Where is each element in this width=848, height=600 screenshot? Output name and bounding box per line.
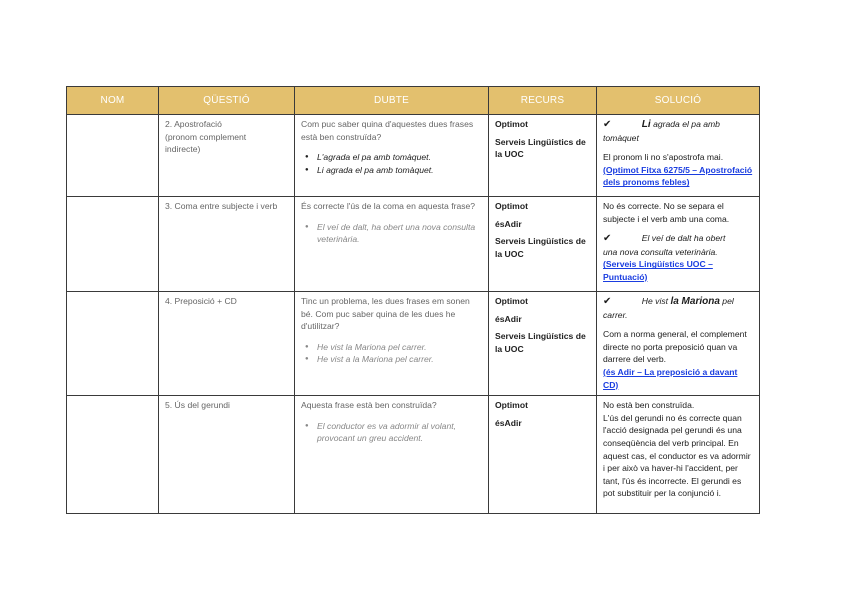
solution-example: pel carrer.	[603, 296, 734, 320]
resource-item: ésAdir	[495, 218, 522, 229]
solution-text: No és correcte. No se separa el subjecte i el verb amb una coma.	[603, 201, 730, 224]
solution-link[interactable]: (és Adir – La preposició a davant CD)	[603, 366, 738, 390]
check-icon: ✔	[603, 233, 612, 245]
header-nom: NOM	[67, 87, 159, 115]
check-icon: ✔	[603, 296, 612, 307]
doubt-text: És correcte l'ús de la coma en aquesta frase?	[301, 201, 476, 211]
example-list	[301, 151, 482, 176]
header-dubte: DUBTE	[295, 87, 489, 115]
solution-cell	[597, 292, 760, 396]
solution-cell	[597, 115, 760, 197]
solution-text: El pronom li no s'apostrofa mai.	[603, 152, 724, 163]
header-recurs: RECURS	[489, 87, 597, 115]
resource-cell	[489, 197, 597, 292]
table-row	[67, 115, 760, 197]
question-cell	[159, 396, 295, 514]
doubt-cell	[295, 292, 489, 396]
solution-example: He vist	[641, 296, 669, 306]
question-text: (pronom complement	[165, 131, 247, 142]
doubt-text: Com puc saber quina d'aquestes dues frases està ben construïda?	[301, 119, 474, 142]
table-row	[67, 292, 760, 396]
table-header-row	[67, 87, 760, 115]
resource-item: Serveis Lingüístics de la UOC	[495, 236, 586, 259]
nom-cell	[67, 292, 159, 396]
solution-text: Com a norma general, el complement directe no porta preposició quan va darrere del verb.	[603, 329, 747, 365]
doubt-cell	[295, 115, 489, 197]
question-cell	[159, 197, 295, 292]
solution-strong: la Mariona	[670, 296, 720, 307]
example-sentence: ● El conductor es va adormir al volant, provocant un greu accident.	[317, 420, 482, 445]
question-text: 4. Preposició + CD	[165, 296, 237, 306]
resource-item: Optimot	[495, 119, 528, 129]
example-sentence: ● Li agrada el pa amb tomàquet.	[317, 164, 482, 177]
doubt-cell	[295, 396, 489, 514]
resource-item: Serveis Lingüístics de la UOC	[495, 331, 586, 354]
resource-cell	[489, 115, 597, 197]
example-sentence: ● L'agrada el pa amb tomàquet.	[317, 151, 482, 164]
solution-link[interactable]: (Serveis Lingüístics UOC – Puntuació)	[603, 259, 713, 282]
doubt-text: Tinc un problema, les dues frases em sonen bé. Com puc saber quina de les dues he d'utilitzar?	[301, 296, 470, 332]
example-sentence: ● El veí de dalt, ha obert una nova consulta veterinària.	[317, 221, 482, 246]
question-cell	[159, 292, 295, 396]
solution-cell	[597, 396, 760, 514]
doubts-table	[66, 86, 760, 514]
solution-strong: Li	[641, 119, 651, 130]
doubt-text: Aquesta frase està ben construïda?	[301, 400, 437, 411]
resource-cell	[489, 292, 597, 396]
solution-text: L'ús del gerundi no és correcte quan l'acció designada pel gerundi és una conseqüència del verb principal. En aquest cas, el conductor es va adormir i per això va haver-hi l'accident, per tant, l'ús és incorrecte. El gerundi es pot substituir per la conjunció i.	[603, 412, 751, 499]
nom-cell	[67, 115, 159, 197]
resource-item: Optimot	[495, 296, 528, 306]
solution-link[interactable]: (Optimot Fitxa 6275/5 – Apostrofació dels pronoms febles)	[603, 164, 753, 188]
resource-item: ésAdir	[495, 417, 522, 428]
header-solucio: SOLUCIÓ	[597, 87, 760, 115]
nom-cell	[67, 197, 159, 292]
resource-item: ésAdir	[495, 313, 522, 324]
question-text: 3. Coma entre subjecte i verb	[165, 201, 278, 211]
example-list	[301, 420, 482, 445]
question-cell	[159, 115, 295, 197]
table-row	[67, 396, 760, 514]
resource-cell	[489, 396, 597, 514]
question-text: 5. Ús del gerundi	[165, 400, 230, 411]
example-sentence: ● He vist la Mariona pel carrer.	[317, 341, 482, 354]
check-icon: ✔	[603, 119, 612, 130]
example-sentence: ● He vist a la Mariona pel carrer.	[317, 353, 482, 366]
table-row	[67, 197, 760, 292]
resource-item: Optimot	[495, 400, 528, 411]
question-text: indirecte)	[165, 144, 201, 155]
solution-example: una nova consulta veterinària.	[603, 246, 718, 257]
solution-example: agrada el pa amb tomàquet	[603, 119, 720, 143]
solution-text: No està ben construïda.	[603, 400, 695, 411]
nom-cell	[67, 396, 159, 514]
header-questio: QÜESTIÓ	[159, 87, 295, 115]
example-list	[301, 221, 482, 246]
solution-cell	[597, 197, 760, 292]
resource-item: Optimot	[495, 201, 528, 211]
solution-example: El veí de dalt ha obert	[641, 233, 726, 244]
resource-item: Serveis Lingüístics de la UOC	[495, 136, 586, 160]
doubt-cell	[295, 197, 489, 292]
question-text: 2. Apostrofació	[165, 119, 222, 129]
example-list	[301, 341, 482, 366]
